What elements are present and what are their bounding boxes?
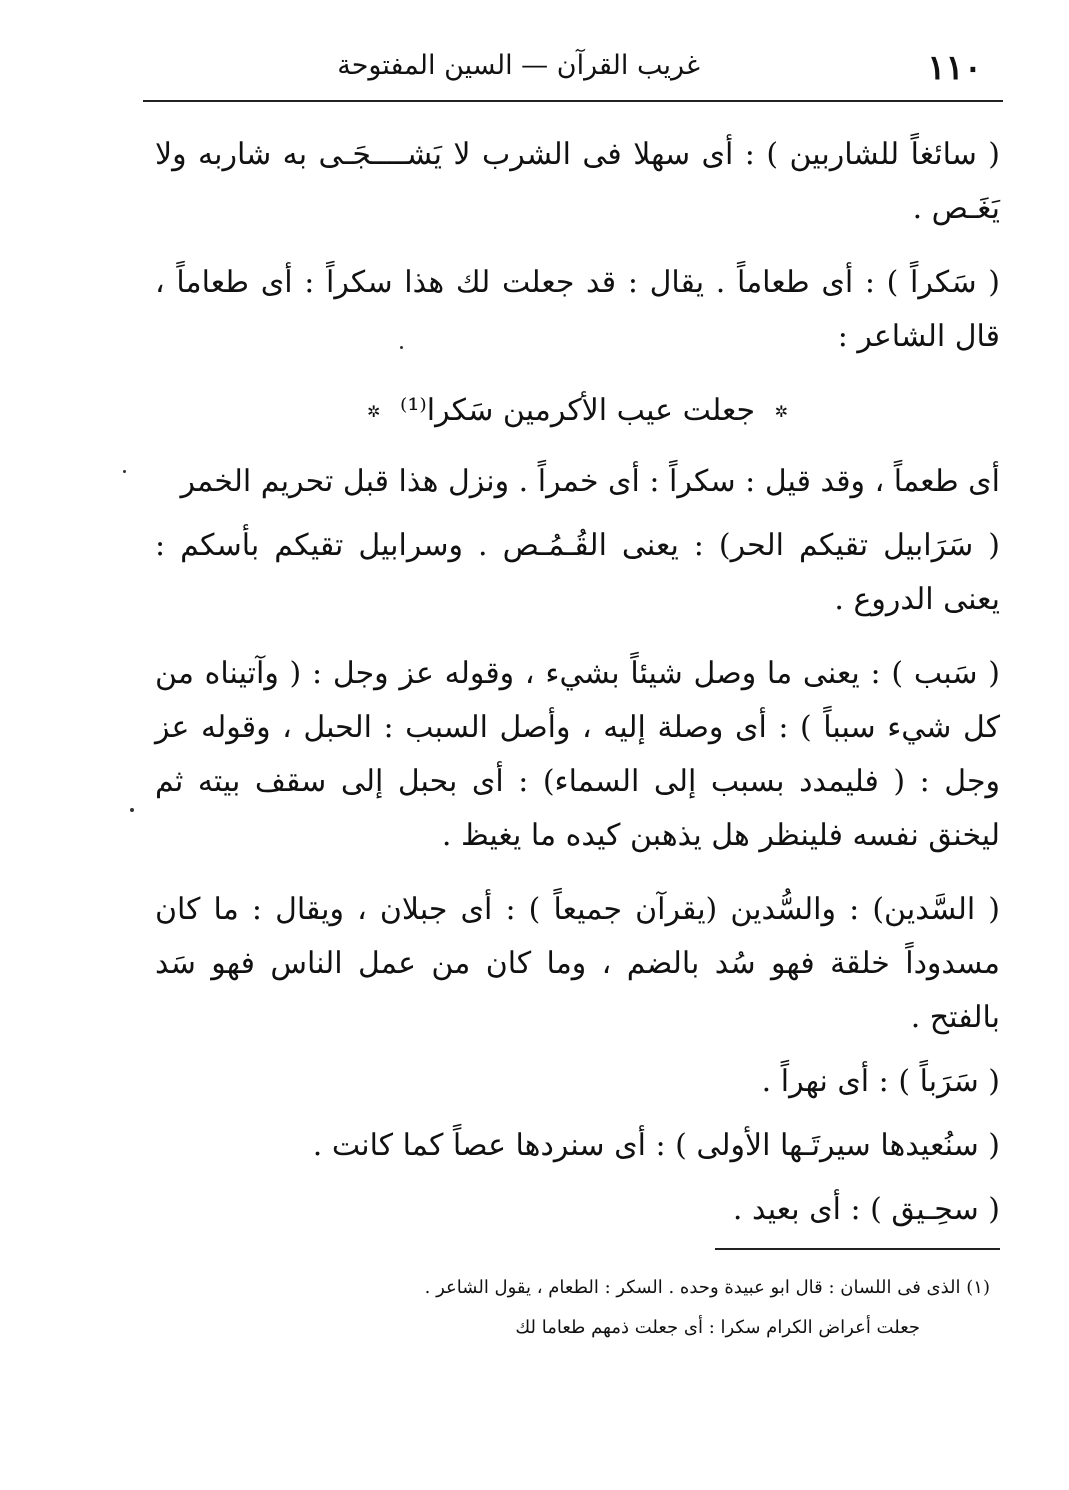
scan-speck — [400, 346, 403, 349]
page-header — [140, 40, 1000, 92]
entry-sakaran-cont: أى طعماً ، وقد قيل : سكراً : أى خمراً . ونزل هذا قبل تحريم الخمر — [180, 464, 1000, 499]
running-title: غريب القرآن — السين المفتوحة — [337, 50, 700, 81]
footnote-rule — [715, 1248, 1000, 1250]
verse-text: جعلت عيب الأكرمين سَكرا⁽¹⁾ — [399, 393, 756, 428]
header-rule — [143, 100, 1003, 102]
footnotes — [300, 1268, 990, 1348]
entry-saraban: ( سَرَباً ) : أى نهراً . — [761, 1064, 1000, 1099]
entry-sakaran: ( سَكراً ) : أى طعاماً . يقال : قد جعلت لك هذا سكراً : أى طعاماً ، قال الشاعر : — [155, 265, 1000, 354]
entry-sabab: ( سَبب ) : يعنى ما وصل شيئاً بشيء ، وقوله عز وجل : ( وآتيناه من كل شيء سبباً ) : أى وصلة إليه ، وأصل السبب : الحبل ، وقوله عز وجل : ( فليمدد بسبب إلى السماء) : أى بحبل إلى سقف بيته ثم ليخنق نفسه فلينظر هل يذهبن كيده ما يغيظ . — [155, 656, 1000, 853]
scan-speck — [130, 808, 134, 812]
entry-saddayn: ( السَّدين) : والسُّدين (يقرآن جميعاً ) : أى جبلان ، ويقال : ما كان مسدوداً خلقة فهو سُد بالضم ، وما كان من عمل الناس فهو سَد بالفتح . — [155, 892, 1000, 1035]
footnote-1: (١) الذى فى اللسان : قال ابو عبيدة وحده . السكر : الطعام ، يقول الشاعر . — [424, 1277, 990, 1298]
entry-sarabil: ( سَرَابيل تقيكم الحر) : يعنى القُـمُـص . وسرابيل تقيكم بأسكم : يعنى الدروع . — [155, 528, 1000, 617]
entry-saighan: ( سائغاً للشاربين ) : أى سهلا فى الشرب لا يَشــــجَـى به شاربه ولا يَغَـص . — [155, 137, 1000, 226]
entry-sahiq: ( سحِـيق ) : أى بعيد . — [732, 1192, 1000, 1227]
verse-ornament-icon: ✲ — [367, 402, 381, 421]
body-text — [155, 128, 1000, 1247]
verse-ornament-icon: ✲ — [774, 402, 788, 421]
footnote-1-verse: جعلت أعراض الكرام سكرا : أى جعلت ذمهم طعاما لك — [515, 1317, 920, 1338]
scan-speck — [123, 470, 126, 473]
verse-line — [155, 384, 1000, 439]
entry-sanuiduha: ( سنُعيدها سيرتَـها الأولى ) : أى سنردها عصاً كما كانت . — [312, 1128, 1000, 1163]
page-number: ١١٠ — [927, 48, 982, 88]
